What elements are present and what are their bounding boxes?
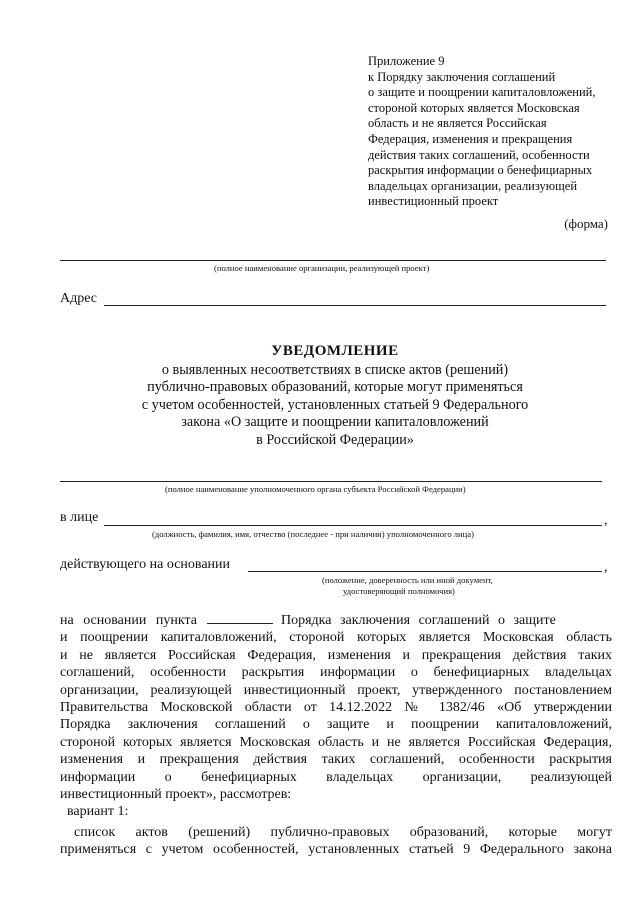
appendix-line: область и не является Российская xyxy=(368,116,547,131)
appendix-line: к Порядку заключения соглашений xyxy=(368,69,556,84)
body-first-prefix: на основании пункта xyxy=(60,613,197,628)
appendix-line: стороной которых является Московская xyxy=(368,100,580,115)
org-name-caption: (полное наименование организации, реализующей проект) xyxy=(214,263,430,273)
appendix-header xyxy=(368,54,628,210)
appendix-line: действия таких соглашений, особенности xyxy=(368,147,590,162)
basis-comma: , xyxy=(604,560,608,575)
person-caption: (должность, фамилия, имя, отчество (последнее - при наличии) уполномоченного лица) xyxy=(152,529,474,539)
address-field[interactable] xyxy=(104,305,606,306)
appendix-line: Приложение 9 xyxy=(368,54,445,68)
basis-caption-line2: удостоверяющий полномочия) xyxy=(343,586,455,596)
basis-field[interactable] xyxy=(248,571,602,572)
appendix-line: Федерация, изменения и прекращения xyxy=(368,131,573,146)
title-line: закона «О защите и поощрении капиталовложений xyxy=(181,414,489,431)
body-paragraph xyxy=(60,612,612,859)
list-line: список актов (решений) публично-правовых образований, которые могут xyxy=(74,824,612,840)
body-line: и поощрении капиталовложений, стороной которых является Московская область xyxy=(60,630,612,646)
variant-label: вариант 1: xyxy=(67,804,129,820)
basis-caption-line1: (положение, доверенность или иной документ, xyxy=(322,575,493,585)
appendix-line: владельцах организации, реализующей xyxy=(368,178,578,193)
body-line: Порядка заключения соглашений о защите и поощрении капиталовложений, xyxy=(60,717,612,733)
person-label: в лице xyxy=(60,510,99,525)
authority-field[interactable] xyxy=(60,481,602,482)
person-comma: , xyxy=(604,513,608,528)
person-field[interactable] xyxy=(104,525,602,526)
form-label: (форма) xyxy=(564,216,608,231)
appendix-line: раскрытия информации о бенефициарных xyxy=(368,163,593,178)
appendix-line: о защите и поощрении капиталовложений, xyxy=(368,85,596,100)
appendix-line: инвестиционный проект xyxy=(368,194,499,209)
notice-title xyxy=(60,343,610,450)
body-line: стороной которых является Московская область и не является Российская Федерация, xyxy=(60,734,612,750)
body-line: организации, реализующей инвестиционный проект, утвержденного постановлением xyxy=(60,682,612,698)
basis-label: действующего на основании xyxy=(60,557,231,572)
notice-heading: УВЕДОМЛЕНИЕ xyxy=(271,343,399,359)
list-line: применяться с учетом особенностей, установленных статьей 9 Федерального закона xyxy=(60,842,612,858)
title-line: публично-правовых образований, которые могут применяться xyxy=(147,379,523,396)
body-first-suffix: Порядка заключения соглашений о защите xyxy=(280,613,556,628)
body-line: информации о бенефициарных владельцах организации, реализующей xyxy=(60,769,612,785)
paragraph-number-field[interactable] xyxy=(207,612,273,624)
title-line: с учетом особенностей, установленных статьей 9 Федерального xyxy=(141,396,529,413)
body-line: Правительства Московской области от 14.12.2022 № 1382/46 «Об утверждении xyxy=(60,700,612,716)
body-first-line xyxy=(60,612,612,629)
body-last-line: инвестиционный проект», рассмотрев: xyxy=(60,787,292,803)
title-line: о выявленных несоответствиях в списке актов (решений) xyxy=(161,361,509,378)
title-line: в Российской Федерации» xyxy=(256,431,414,448)
body-line: и не является Российская Федерация, изменения и прекращения действия таких xyxy=(60,647,612,663)
authority-caption: (полное наименование уполномоченного органа субъекта Российской Федерации) xyxy=(165,484,466,494)
body-line: изменения и прекращения действия таких соглашений, особенности раскрытия xyxy=(60,752,612,768)
org-name-field[interactable] xyxy=(60,260,606,261)
address-label: Адрес xyxy=(60,291,98,306)
body-line: соглашений, особенности раскрытия информации о бенефициарных владельцах xyxy=(60,665,612,681)
